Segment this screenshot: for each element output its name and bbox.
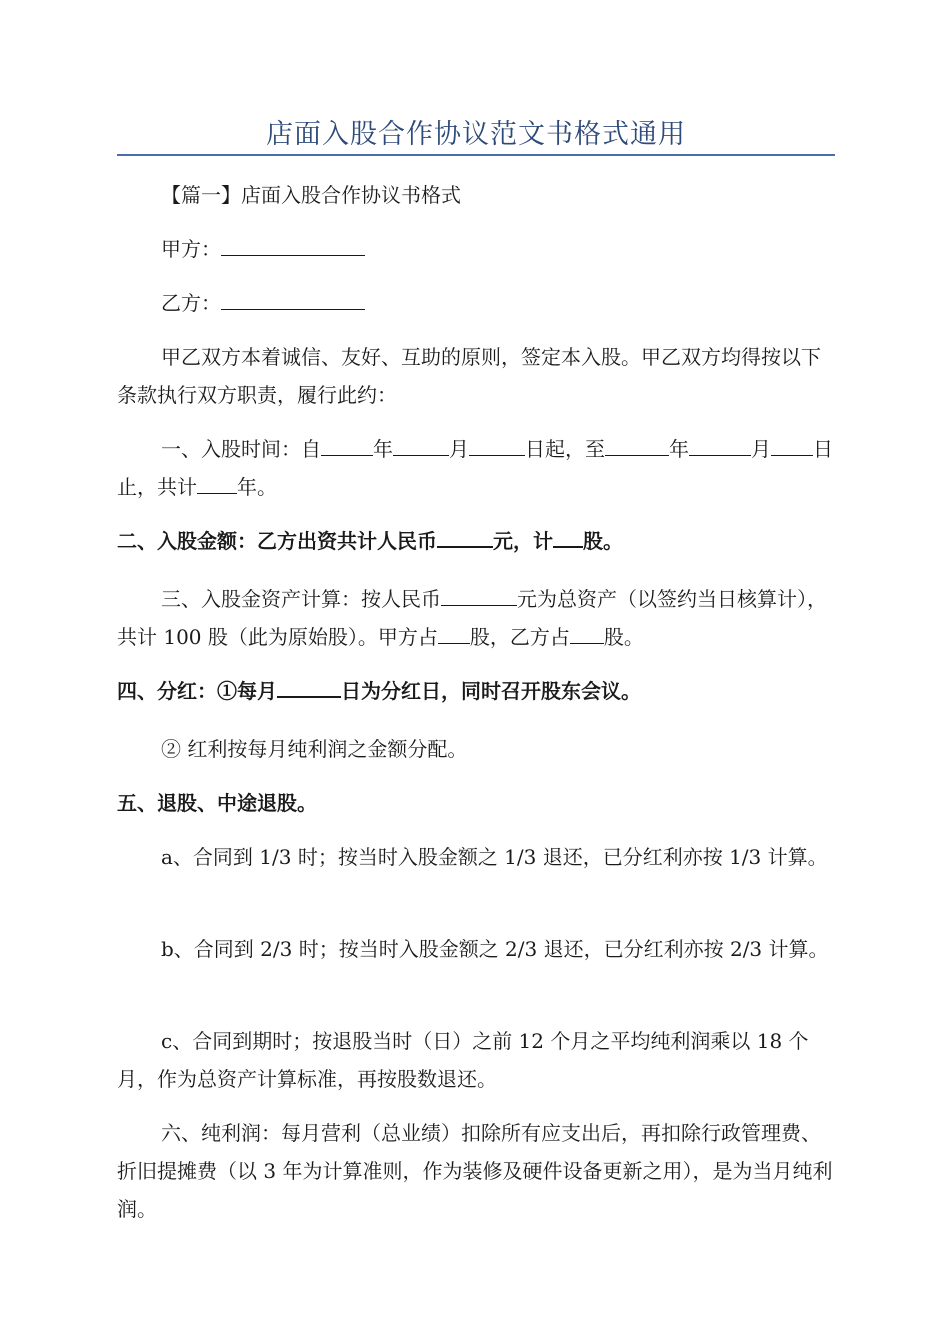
total-years-blank[interactable] — [197, 471, 237, 494]
party-b-blank[interactable] — [221, 287, 365, 310]
start-month-blank[interactable] — [393, 433, 449, 456]
day-start-text: 日起，至 — [525, 437, 605, 461]
month-unit: 月 — [449, 437, 469, 461]
party-a-blank[interactable] — [221, 233, 365, 256]
title-underline — [117, 154, 835, 156]
party-b-line — [117, 284, 835, 322]
day-end-text: 日止，共计 — [117, 437, 833, 499]
clause-5b: b、合同到 2/3 时；按当时入股金额之 2/3 退还，已分红利亦按 2/3 计算。 — [161, 937, 829, 961]
clause-5a: a、合同到 1/3 时；按当时入股金额之 1/3 退还，已分红利亦按 1/3 计算。 — [161, 845, 828, 869]
dividend-day-blank[interactable] — [277, 674, 341, 698]
clause-6: 六、纯利润：每月营利（总业绩）扣除所有应支出后，再扣除行政管理费、折旧提摊费（以 3 年为计算准则，作为装修及硬件设备更新之用），是为当月纯利润。 — [117, 1121, 833, 1221]
party-b-label: 乙方： — [161, 291, 221, 315]
yuan-text: 元，计 — [493, 529, 553, 553]
year-unit: 年 — [373, 437, 393, 461]
clause-3 — [117, 580, 835, 656]
clause-2 — [117, 522, 835, 560]
start-year-blank[interactable] — [321, 433, 373, 456]
shares-blank[interactable] — [553, 524, 583, 548]
shares-text: 股。 — [583, 529, 623, 553]
clause-4-label: 四、分红：①每月 — [117, 679, 277, 703]
party-a-label: 甲方： — [161, 237, 221, 261]
clause-1-label: 一、入股时间：自 — [161, 437, 321, 461]
clause-3-end: 股。 — [603, 625, 644, 649]
clause-4-text: 日为分红日，同时召开股东会议。 — [341, 679, 641, 703]
end-month-blank[interactable] — [689, 433, 751, 456]
intro-paragraph: 甲乙双方本着诚信、友好、互助的原则，签定本入股。甲乙双方均得按以下条款执行双方职责，履行此约： — [117, 345, 821, 407]
clause-1 — [117, 430, 835, 506]
clause-3-text: 元为总资产（以签约当日核算计），共计 100 股（此为原始股）。甲方占 — [117, 587, 827, 649]
end-day-blank[interactable] — [771, 433, 813, 456]
month-unit: 月 — [751, 437, 771, 461]
party-b-shares-blank[interactable] — [570, 621, 604, 644]
clause-4b: ② 红利按每月纯利润之金额分配。 — [161, 737, 468, 761]
party-a-shares-blank[interactable] — [438, 621, 470, 644]
clause-5c: c、合同到期时；按退股当时（日）之前 12 个月之平均纯利润乘以 18 个月，作为总资产计算标准，再按股数退还。 — [117, 1029, 809, 1091]
document-title: 店面入股合作协议范文书格式通用 — [266, 119, 686, 150]
party-a-line — [117, 230, 835, 268]
clause-5: 五、退股、中途退股。 — [117, 791, 317, 815]
year-unit: 年 — [669, 437, 689, 461]
clause-2-label: 二、入股金额：乙方出资共计人民币 — [117, 529, 437, 553]
years-text: 年。 — [237, 475, 277, 499]
section-heading: 【篇一】店面入股合作协议书格式 — [161, 183, 461, 207]
end-year-blank[interactable] — [605, 433, 669, 456]
total-assets-blank[interactable] — [441, 583, 517, 606]
start-day-blank[interactable] — [469, 433, 525, 456]
clause-3-b-text: 股，乙方占 — [469, 625, 570, 649]
clause-4 — [117, 672, 835, 710]
clause-3-label: 三、入股金资产计算：按人民币 — [161, 587, 441, 611]
amount-blank[interactable] — [437, 524, 493, 548]
